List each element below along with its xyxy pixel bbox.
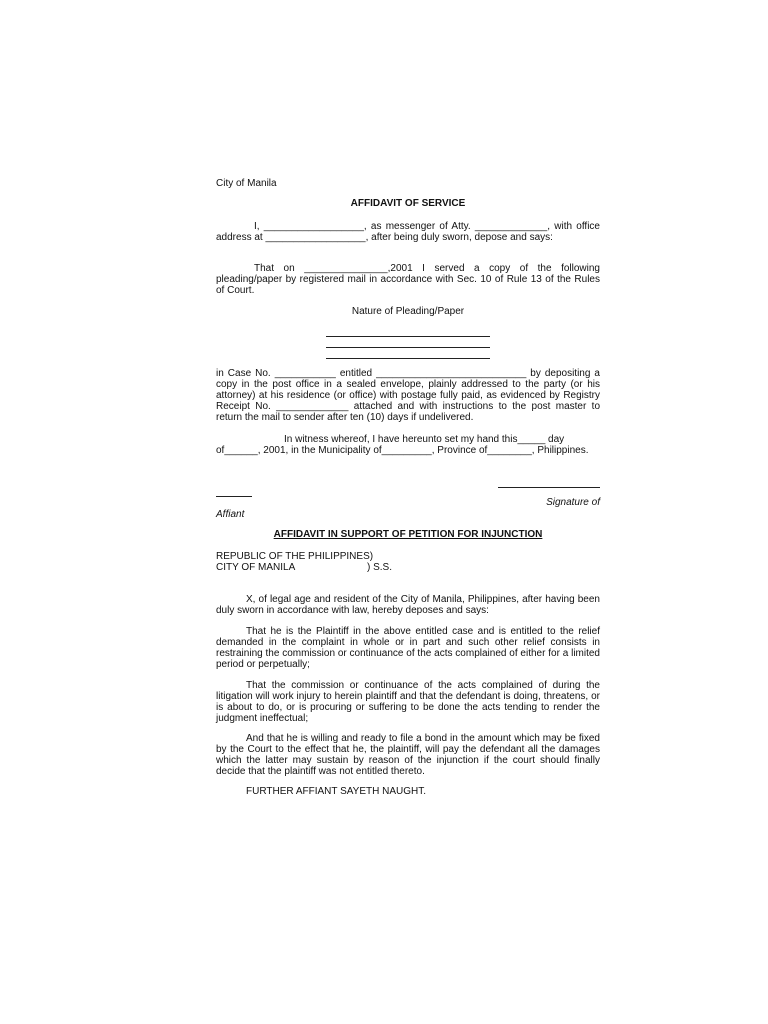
signature-of-label: Signature of — [546, 497, 600, 508]
service-paragraph-1: I, __________________, as messenger of Atty. _____________, with office address at __________________, after being duly sworn, depose and says: — [216, 221, 600, 243]
injunction-affidavit-title: AFFIDAVIT IN SUPPORT OF PETITION FOR INJUNCTION — [273, 529, 543, 540]
injunction-paragraph-2: That he is the Plaintiff in the above entitled case and is entitled to the relief demanded in the complaint in whole or in part and such other relief consists in restraining the commission or continuance of the acts complained of either for a limited period or perpetually; — [216, 626, 600, 670]
venue-ss: ) S.S. — [367, 562, 393, 573]
injunction-paragraph-1: X, of legal age and resident of the City of Manila, Philippines, after having been duly sworn in accordance with law, hereby deposes and says: — [216, 594, 600, 616]
venue-republic: REPUBLIC OF THE PHILIPPINES) — [216, 551, 374, 562]
injunction-paragraph-3: That the commission or continuance of the acts complained of during the litigation will work injury to herein plaintiff and that the defendant is doing, threatens, or is about to do, or is procuring or suffering to be done the acts tending to render the judgment ineffectual; — [216, 680, 600, 724]
venue-city: CITY OF MANILA — [216, 562, 296, 573]
service-paragraph-2: That on _______________,2001 I served a copy of the following pleading/paper by registered mail in accordance with Sec. 10 of Rule 13 of the Rules of Court. — [216, 263, 600, 296]
pleading-blank-line-1 — [326, 336, 490, 337]
city-heading: City of Manila — [216, 178, 277, 189]
nature-of-pleading-heading: Nature of Pleading/Paper — [351, 306, 465, 317]
service-paragraph-3: in Case No. ___________ entitled ___________________________ by depositing a copy in the post office in a sealed envelope, plainly addressed to the party (or his attorney) at his residence (or office) with postage fully paid, as evidenced by Registry Receipt No. _____________ attached and with instructions to the post master to return the mail to sender after ten (10) days if undelivered. — [216, 368, 600, 423]
witness-line-2: of______, 2001, in the Municipality of_________, Province of________, Philippines. — [216, 445, 589, 456]
affiant-label: Affiant — [216, 509, 245, 520]
signature-line — [498, 487, 600, 488]
affidavit-of-service-title: AFFIDAVIT OF SERVICE — [350, 198, 466, 209]
pleading-blank-line-3 — [326, 358, 490, 359]
witness-line-1: In witness whereof, I have hereunto set my hand this_____ day — [284, 434, 565, 445]
injunction-paragraph-4: And that he is willing and ready to file a bond in the amount which may be fixed by the Court to the effect that he, the plaintiff, will pay the defendant all the damages which the latter may sustain by reason of the injunction if the court should finally decide that the plaintiff was not entitled thereto. — [216, 733, 600, 777]
closing-statement: FURTHER AFFIANT SAYETH NAUGHT. — [246, 786, 427, 797]
pleading-blank-line-2 — [326, 347, 490, 348]
